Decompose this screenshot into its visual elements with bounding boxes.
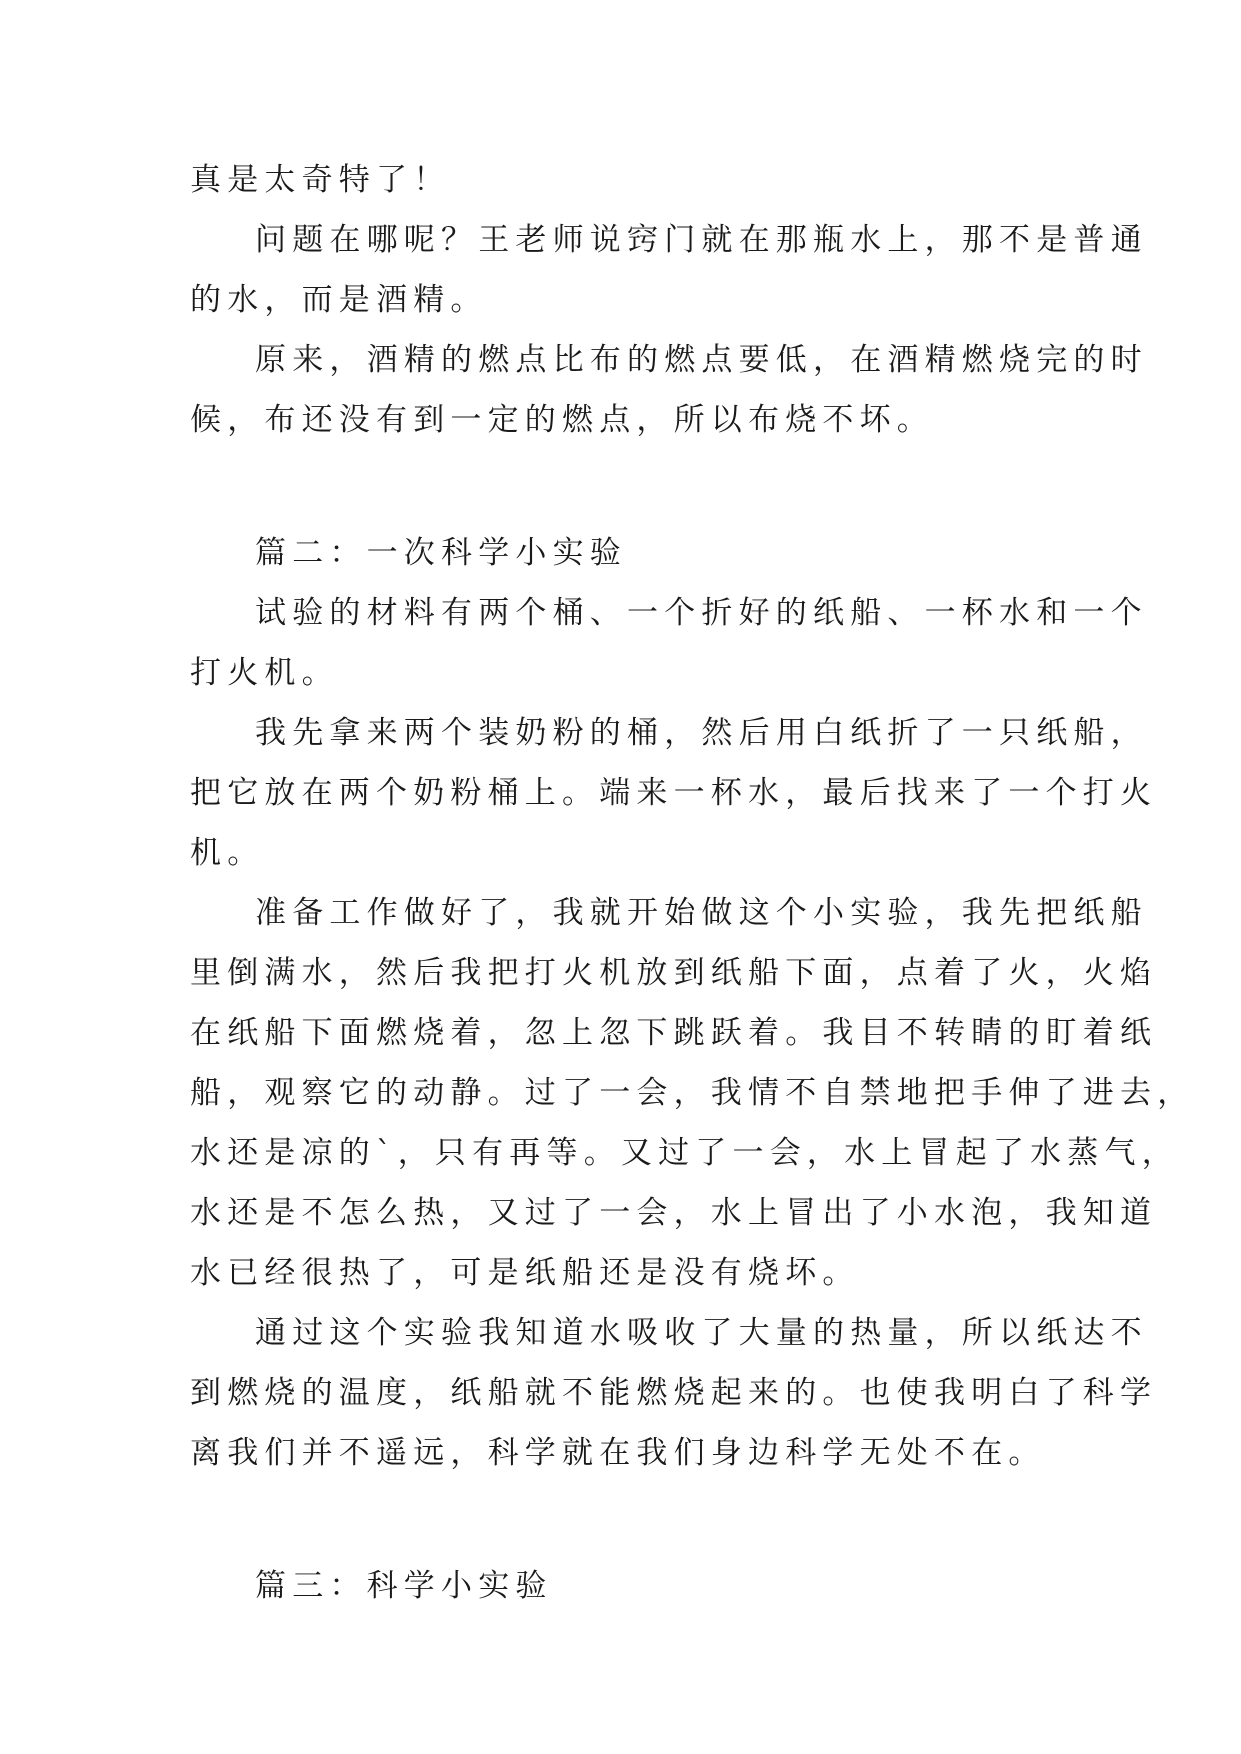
section-heading: 篇二：一次科学小实验 xyxy=(255,535,627,571)
text-line: 打火机。 xyxy=(190,655,339,691)
text-line: 水还是不怎么热，又过了一会，水上冒出了小水泡，我知道 xyxy=(190,1195,1158,1231)
text-line: 船，观察它的动静。过了一会，我情不自禁地把手伸了进去， xyxy=(190,1075,1195,1111)
text-line: 在纸船下面燃烧着，忽上忽下跳跃着。我目不转睛的盯着纸 xyxy=(190,1015,1158,1051)
text-line: 水还是凉的`，只有再等。又过了一会，水上冒起了水蒸气， xyxy=(190,1135,1179,1171)
text-line: 的水，而是酒精。 xyxy=(190,282,488,318)
text-line: 到燃烧的温度，纸船就不能燃烧起来的。也使我明白了科学 xyxy=(190,1375,1158,1411)
text-line: 里倒满水，然后我把打火机放到纸船下面，点着了火，火焰 xyxy=(190,955,1158,991)
document-body xyxy=(190,150,1195,1616)
text-line: 问题在哪呢？王老师说窍门就在那瓶水上，那不是普通 xyxy=(255,222,1148,258)
text-line: 通过这个实验我知道水吸收了大量的热量，所以纸达不 xyxy=(255,1315,1148,1351)
text-line: 把它放在两个奶粉桶上。端来一杯水，最后找来了一个打火 xyxy=(190,775,1158,811)
text-line: 水已经很热了，可是纸船还是没有烧坏。 xyxy=(190,1255,860,1291)
text-line: 准备工作做好了，我就开始做这个小实验，我先把纸船 xyxy=(255,895,1148,931)
section-gap xyxy=(190,1483,1060,1556)
section-heading: 篇三：科学小实验 xyxy=(255,1568,553,1604)
text-line: 我先拿来两个装奶粉的桶，然后用白纸折了一只纸船， xyxy=(255,715,1148,751)
text-line: 候，布还没有到一定的燃点，所以布烧不坏。 xyxy=(190,402,934,438)
text-line: 机。 xyxy=(190,835,265,871)
section-gap xyxy=(190,450,1060,523)
text-line: 试验的材料有两个桶、一个折好的纸船、一杯水和一个 xyxy=(255,595,1148,631)
text-line: 真是太奇特了！ xyxy=(190,162,451,198)
text-line: 离我们并不遥远，科学就在我们身边科学无处不在。 xyxy=(190,1435,1046,1471)
text-line: 原来，酒精的燃点比布的燃点要低，在酒精燃烧完的时 xyxy=(255,342,1148,378)
